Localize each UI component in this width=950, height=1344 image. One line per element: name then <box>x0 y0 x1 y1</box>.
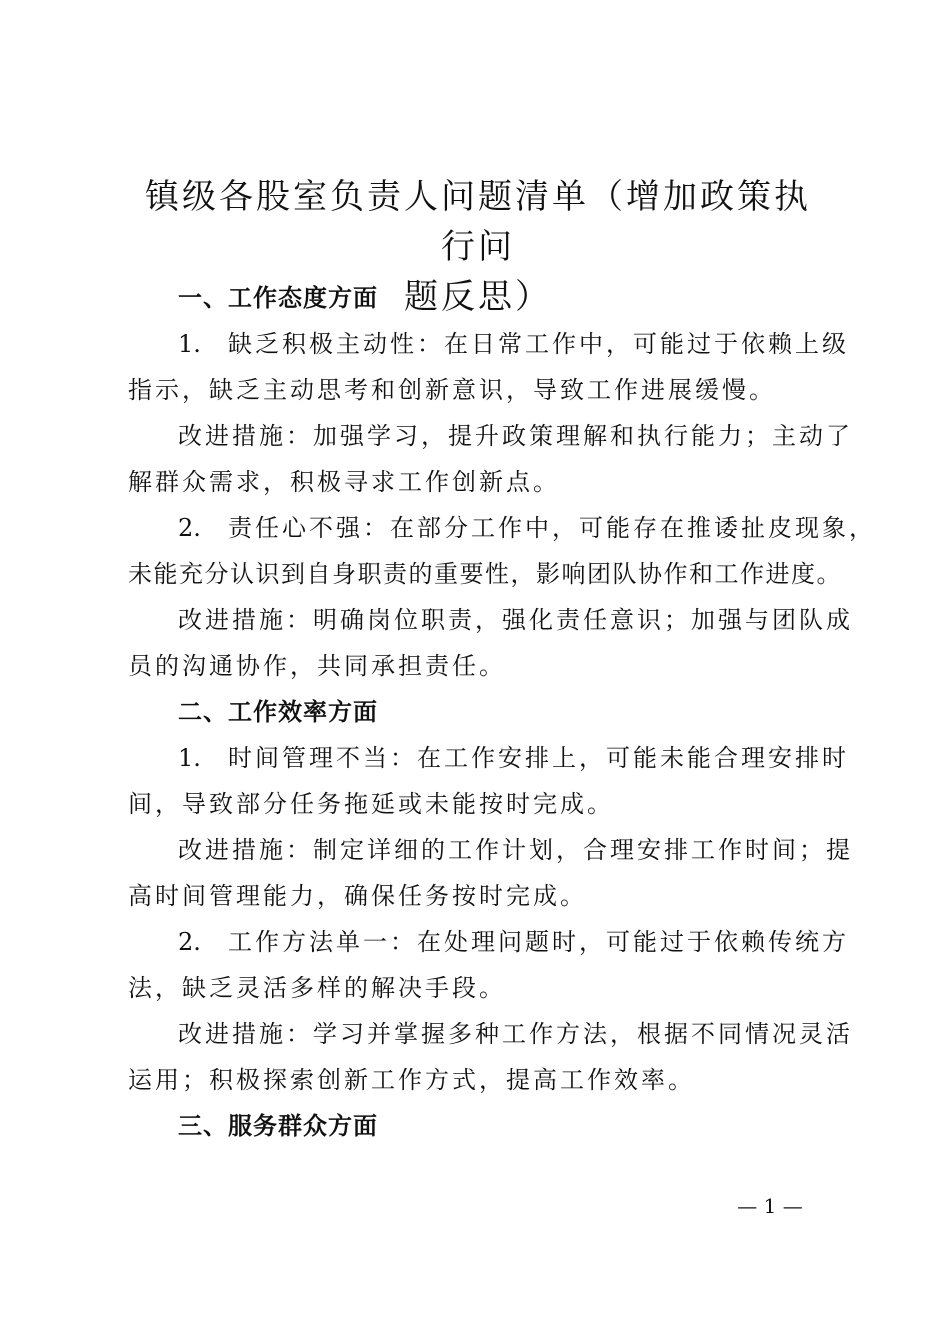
measure-line: 员的沟通协作，共同承担责任。 <box>128 652 506 680</box>
measure-line: 改进措施：制定详细的工作计划，合理安排工作时间；提 <box>178 836 853 864</box>
section-heading-2: 二、工作效率方面 <box>178 698 378 726</box>
title-line-1: 镇级各股室负责人问题清单（增加政策执行问 <box>145 177 811 267</box>
measure-line: 运用；积极探索创新工作方式，提高工作效率。 <box>128 1066 695 1094</box>
paragraph-line <box>128 505 876 551</box>
paragraph-line <box>128 919 849 965</box>
paragraph-text: 时间管理不当：在工作安排上，可能未能合理安排时 <box>228 744 849 772</box>
section-heading-3: 三、服务群众方面 <box>178 1112 378 1140</box>
document-body <box>128 275 876 1149</box>
item-number: 2. <box>178 514 201 542</box>
page-number: — 1 — <box>737 1194 803 1218</box>
measure-line: 解群众需求，积极寻求工作创新点。 <box>128 468 560 496</box>
item-number: 1. <box>178 330 201 358</box>
measure-line: 改进措施：加强学习，提升政策理解和执行能力；主动了 <box>178 422 853 450</box>
paragraph-line <box>128 735 849 781</box>
paragraph-text: 缺乏积极主动性：在日常工作中，可能过于依赖上级 <box>228 330 849 358</box>
title-line-2: 题反思） <box>404 277 552 317</box>
item-number: 1. <box>178 744 201 772</box>
measure-line: 改进措施：明确岗位职责，强化责任意识；加强与团队成 <box>178 606 853 634</box>
paragraph-line: 法，缺乏灵活多样的解决手段。 <box>128 974 506 1002</box>
measure-line: 高时间管理能力，确保任务按时完成。 <box>128 882 587 910</box>
paragraph-line: 未能充分认识到自身职责的重要性，影响团队协作和工作进度。 <box>128 560 842 588</box>
paragraph-line: 指示，缺乏主动思考和创新意识，导致工作进展缓慢。 <box>128 376 776 404</box>
item-number: 2. <box>178 928 201 956</box>
section-heading-1: 一、工作态度方面 <box>178 284 378 312</box>
paragraph-line: 间，导致部分任务拖延或未能按时完成。 <box>128 790 614 818</box>
paragraph-line <box>128 321 849 367</box>
paragraph-text: 责任心不强：在部分工作中，可能存在推诿扯皮现象， <box>228 514 876 542</box>
measure-line: 改进措施：学习并掌握多种工作方法，根据不同情况灵活 <box>178 1020 853 1048</box>
paragraph-text: 工作方法单一：在处理问题时，可能过于依赖传统方 <box>228 928 849 956</box>
